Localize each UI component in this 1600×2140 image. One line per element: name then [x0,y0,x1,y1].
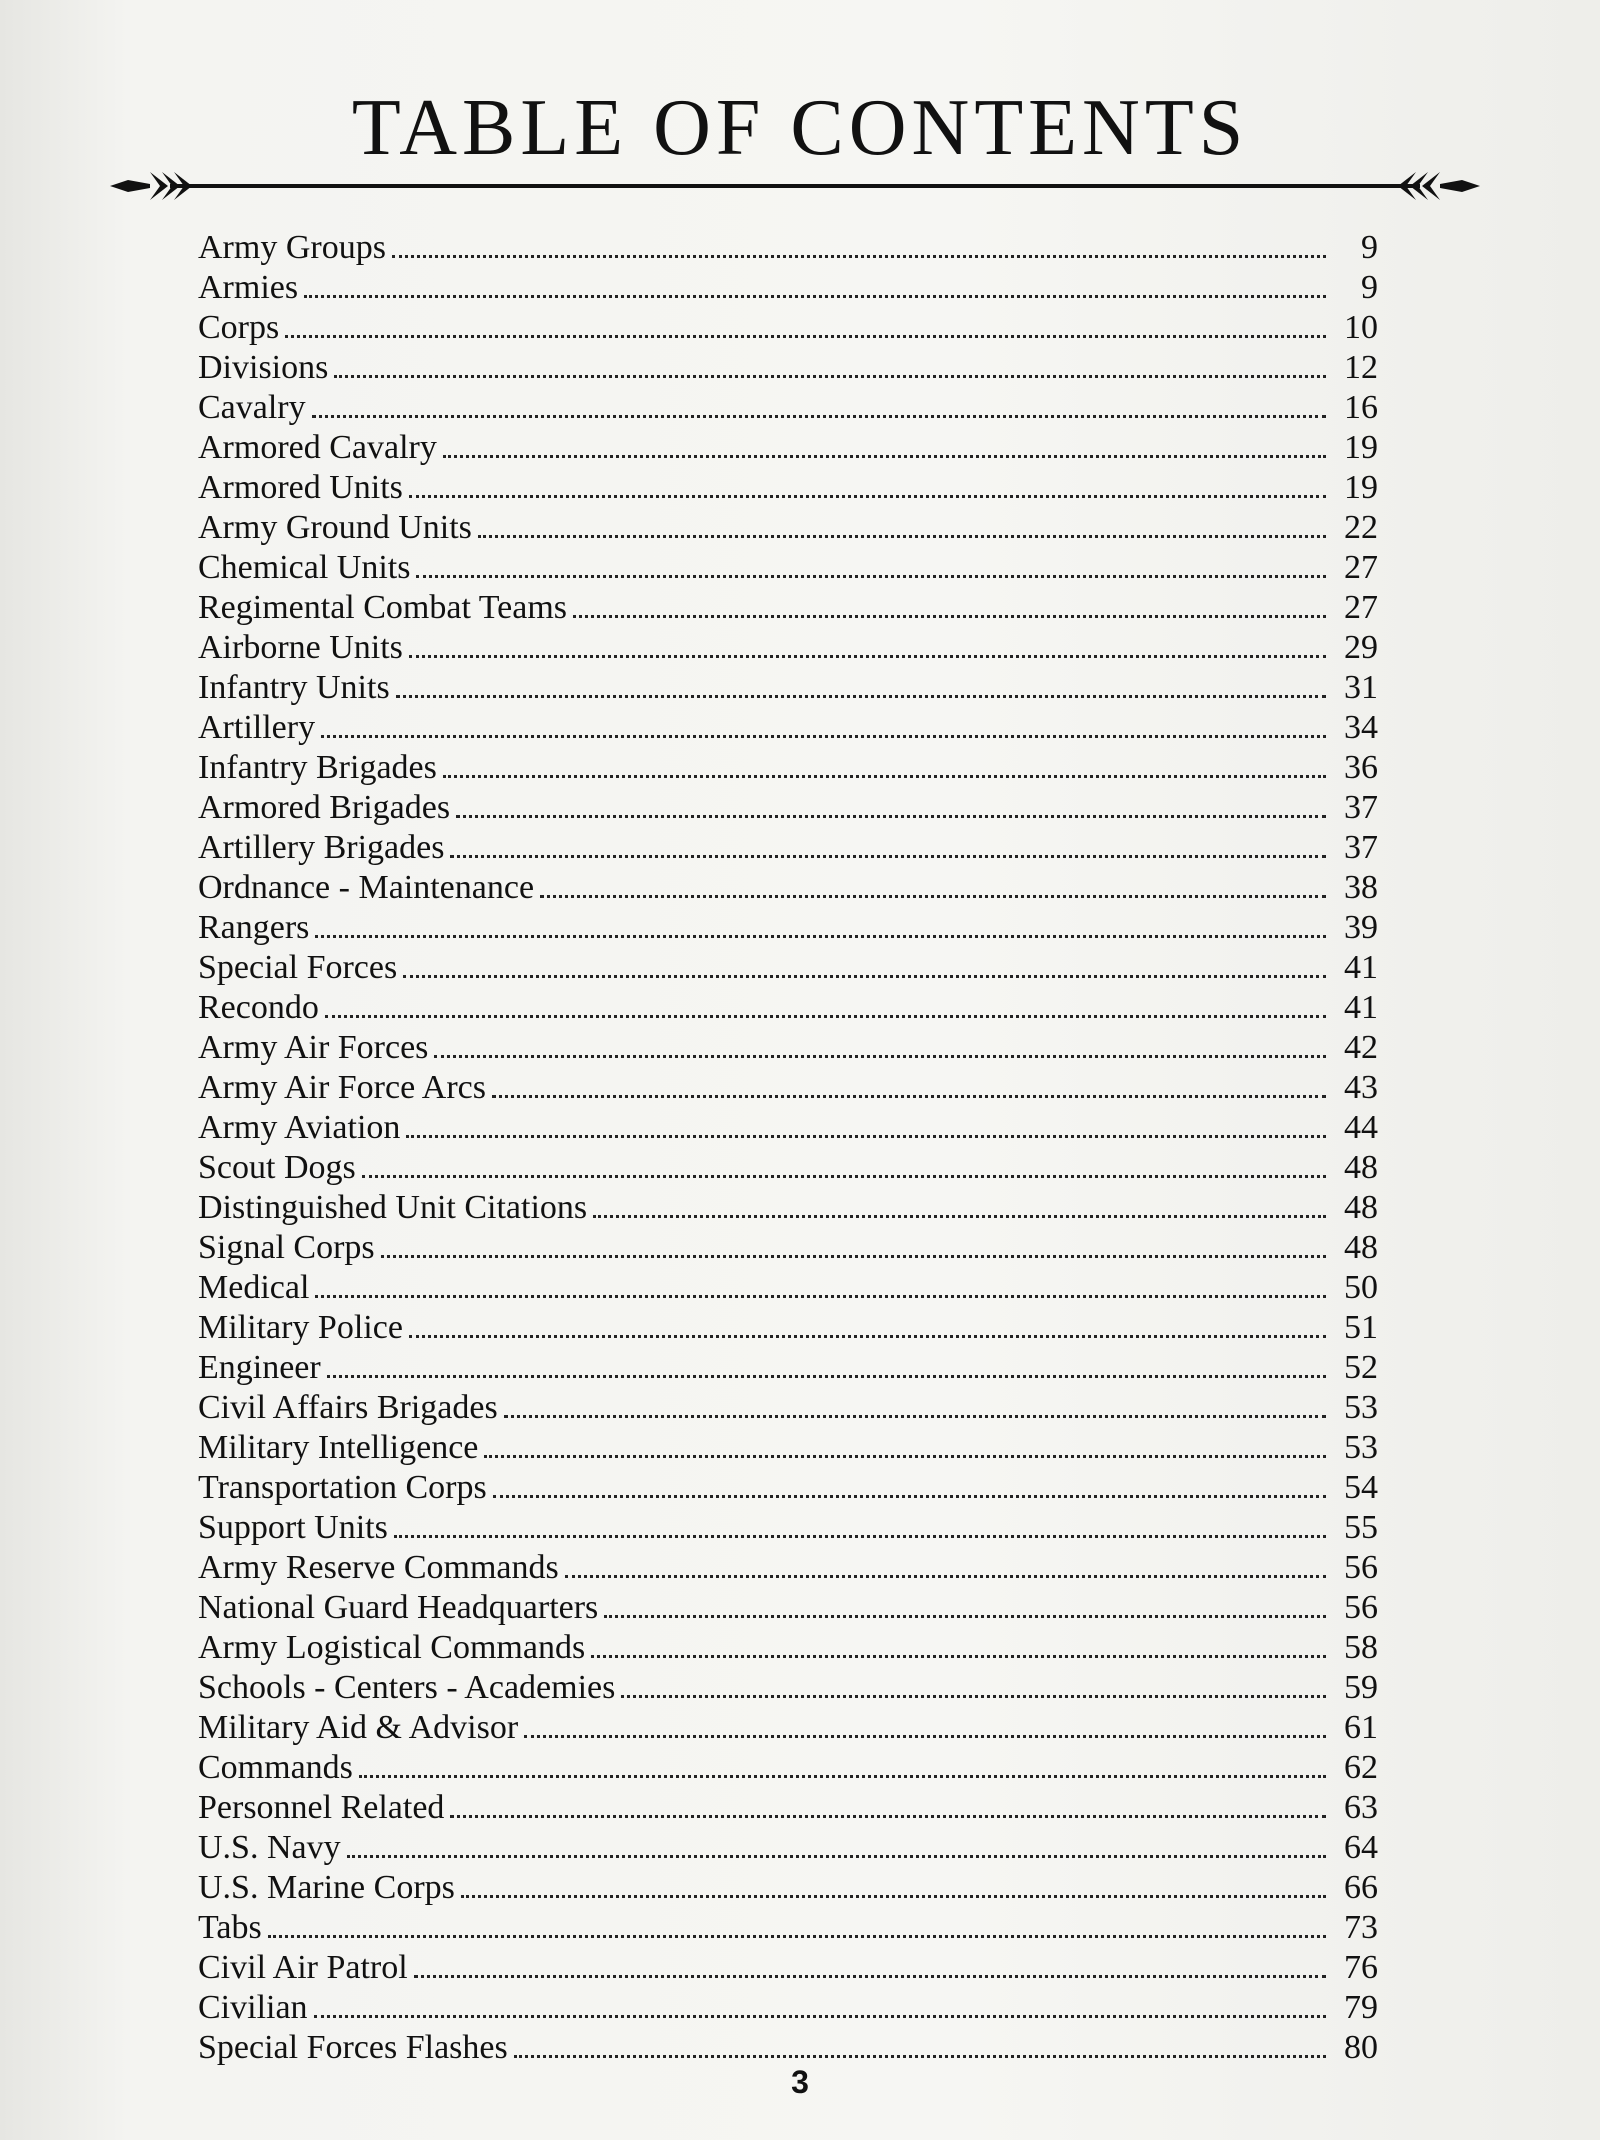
dot-leader [359,1775,1326,1778]
toc-entry [198,1428,1378,1468]
toc-entry-title: Infantry Brigades [198,749,437,786]
toc-entry-page: 27 [1344,589,1378,626]
dot-leader [285,335,1326,338]
toc-entry-page: 38 [1344,869,1378,906]
toc-entry [198,1628,1378,1668]
dot-leader [394,1535,1326,1538]
toc-entry [198,1148,1378,1188]
dot-leader [396,695,1326,698]
toc-entry-page: 52 [1344,1349,1378,1386]
toc-entry-title: Army Reserve Commands [198,1549,559,1586]
dot-leader [493,1495,1326,1498]
toc-entry-page: 48 [1344,1149,1378,1186]
toc-entry-title: Civilian [198,1989,308,2026]
toc-entry-page: 50 [1344,1269,1378,1306]
toc-entry [198,1268,1378,1308]
toc-entry-page: 55 [1344,1509,1378,1546]
toc-entry-title: Special Forces [198,949,398,986]
toc-entry-page: 37 [1344,829,1378,866]
dot-leader [406,1135,1326,1138]
toc-entry-title: Ordnance - Maintenance [198,869,535,906]
dot-leader [414,1975,1326,1978]
toc-entry [198,388,1378,428]
toc-entry [198,468,1378,508]
dot-leader [591,1655,1326,1658]
toc-entry-page: 9 [1361,229,1378,266]
toc-entry [198,828,1378,868]
dot-leader [524,1735,1326,1738]
toc-entry-title: Support Units [198,1509,388,1546]
toc-entry [198,1908,1378,1948]
dot-leader [456,815,1326,818]
dot-leader [381,1255,1326,1258]
dot-leader [450,855,1326,858]
toc-entry [198,1388,1378,1428]
dot-leader [409,495,1326,498]
toc-entry [198,988,1378,1028]
toc-entry-title: Regimental Combat Teams [198,589,568,626]
dot-leader [268,1935,1326,1938]
toc-entry-page: 37 [1344,789,1378,826]
toc-entry-page: 19 [1344,469,1378,506]
dot-leader [403,975,1326,978]
toc-entry-page: 36 [1344,749,1378,786]
toc-entry [198,748,1378,788]
dot-leader [621,1695,1326,1698]
toc-entry-page: 53 [1344,1389,1378,1426]
dot-leader [540,895,1326,898]
toc-entry [198,1748,1378,1788]
toc-entry [198,428,1378,468]
dot-leader [314,2015,1326,2018]
toc-entry-page: 64 [1344,1829,1378,1866]
toc-entry-title: Chemical Units [198,549,411,586]
toc-entry-page: 10 [1344,309,1378,346]
toc-entry-title: Artillery Brigades [198,829,445,866]
decorative-arrow-rule [110,164,1480,208]
dot-leader [565,1575,1326,1578]
toc-entry [198,1468,1378,1508]
toc-entry-title: Recondo [198,989,319,1026]
dot-leader [504,1415,1326,1418]
toc-entry-title: Military Intelligence [198,1429,479,1466]
toc-entry-title: Special Forces Flashes [198,2029,508,2066]
toc-entry [198,1548,1378,1588]
dot-leader [321,735,1326,738]
toc-entry-page: 58 [1344,1629,1378,1666]
toc-entry [198,628,1378,668]
toc-entry [198,1868,1378,1908]
dot-leader [312,415,1326,418]
dot-leader [362,1175,1326,1178]
toc-entry-title: Army Aviation [198,1109,401,1146]
toc-entry [198,348,1378,388]
dot-leader [347,1855,1326,1858]
toc-entry-title: Military Aid & Advisor [198,1709,519,1746]
dot-leader [484,1455,1326,1458]
toc-entry [198,668,1378,708]
dot-leader [514,2055,1326,2058]
dot-leader [434,1055,1326,1058]
toc-entry-page: 59 [1344,1669,1378,1706]
dot-leader [392,255,1326,258]
toc-entry-title: Military Police [198,1309,403,1346]
toc-entry-page: 79 [1344,1989,1378,2026]
toc-entry [198,948,1378,988]
toc-entry-page: 44 [1344,1109,1378,1146]
toc-entry-title: Schools - Centers - Academies [198,1669,616,1706]
toc-entry [198,1788,1378,1828]
dot-leader [443,775,1326,778]
toc-entry-title: National Guard Headquarters [198,1589,599,1626]
dot-leader [604,1615,1326,1618]
toc-entry-page: 48 [1344,1229,1378,1266]
dot-leader [478,535,1326,538]
toc-entry [198,1028,1378,1068]
toc-entry-page: 80 [1344,2029,1378,2066]
dot-leader [492,1095,1326,1098]
toc-entry-title: Corps [198,309,280,346]
toc-entry [198,1588,1378,1628]
toc-entry-title: Armored Units [198,469,403,506]
toc-entry-page: 56 [1344,1549,1378,1586]
toc-entry-title: Armies [198,269,299,306]
toc-entry-title: Cavalry [198,389,306,426]
toc-entry-title: Army Logistical Commands [198,1629,586,1666]
toc-entry [198,308,1378,348]
dot-leader [334,375,1326,378]
dot-leader [461,1895,1326,1898]
toc-entry-title: U.S. Navy [198,1829,341,1866]
toc-entry [198,1948,1378,1988]
dot-leader [315,935,1326,938]
dot-leader [593,1215,1326,1218]
toc-entry-title: Medical [198,1269,310,1306]
toc-entry [198,588,1378,628]
dot-leader [573,615,1326,618]
toc-entry-title: Army Ground Units [198,509,472,546]
toc-entry-page: 53 [1344,1429,1378,1466]
dot-leader [325,1015,1326,1018]
toc-entry-title: Personnel Related [198,1789,445,1826]
toc-entry [198,788,1378,828]
toc-entry [198,1348,1378,1388]
toc-entry [198,1828,1378,1868]
page-number: 3 [791,2064,809,2100]
toc-entry-title: Infantry Units [198,669,390,706]
toc-entry-page: 39 [1344,909,1378,946]
toc-entry-title: Commands [198,1749,353,1786]
toc-entry-title: Civil Air Patrol [198,1949,408,1986]
toc-entry-page: 12 [1344,349,1378,386]
toc-entry [198,1068,1378,1108]
toc-entry [198,708,1378,748]
toc-entry-page: 41 [1344,989,1378,1026]
toc-entry-title: Armored Brigades [198,789,451,826]
toc-entry-page: 19 [1344,429,1378,466]
toc-entry [198,1108,1378,1148]
toc-entry-page: 73 [1344,1909,1378,1946]
toc-entry-title: Airborne Units [198,629,403,666]
toc-entry [198,1708,1378,1748]
toc-entry-page: 43 [1344,1069,1378,1106]
toc-entry-page: 34 [1344,709,1378,746]
page-title: TABLE OF CONTENTS [351,84,1249,172]
toc-entry-title: Armored Cavalry [198,429,437,466]
toc-entry-page: 54 [1344,1469,1378,1506]
toc-entry-page: 61 [1344,1709,1378,1746]
toc-entry-title: Scout Dogs [198,1149,356,1186]
toc-entry-page: 9 [1361,269,1378,306]
toc-entry-title: Signal Corps [198,1229,375,1266]
toc-entry-title: Army Air Forces [198,1029,429,1066]
toc-entry-page: 56 [1344,1589,1378,1626]
toc-entry-page: 27 [1344,549,1378,586]
toc-entry [198,1508,1378,1548]
toc-entry-title: Civil Affairs Brigades [198,1389,498,1426]
toc-entry [198,508,1378,548]
toc-entry [198,1988,1378,2028]
toc-entry [198,268,1378,308]
toc-entry [198,228,1378,268]
toc-entry-page: 41 [1344,949,1378,986]
dot-leader [443,455,1326,458]
toc-entry-page: 76 [1344,1949,1378,1986]
toc-entry [198,2028,1378,2068]
toc-entry-title: Divisions [198,349,329,386]
dot-leader [450,1815,1326,1818]
toc-entry [198,1188,1378,1228]
toc-entry-title: Army Air Force Arcs [198,1069,487,1106]
toc-entry-title: Engineer [198,1349,321,1386]
dot-leader [327,1375,1326,1378]
toc-entry [198,868,1378,908]
toc-entry-page: 62 [1344,1749,1378,1786]
toc-entry-page: 48 [1344,1189,1378,1226]
toc-entry [198,548,1378,588]
toc-entry [198,1308,1378,1348]
toc-entry-title: Army Groups [198,229,386,266]
dot-leader [409,655,1326,658]
dot-leader [304,295,1326,298]
toc-entry-title: Transportation Corps [198,1469,487,1506]
dot-leader [416,575,1326,578]
toc-list [198,228,1378,2068]
dot-leader [315,1295,1326,1298]
toc-entry-page: 66 [1344,1869,1378,1906]
toc-entry-page: 16 [1344,389,1378,426]
toc-entry-page: 51 [1344,1309,1378,1346]
toc-entry-page: 42 [1344,1029,1378,1066]
dot-leader [409,1335,1326,1338]
toc-entry-page: 22 [1344,509,1378,546]
toc-entry-title: U.S. Marine Corps [198,1869,455,1906]
toc-entry-page: 29 [1344,629,1378,666]
toc-entry [198,908,1378,948]
toc-entry-title: Artillery [198,709,316,746]
toc-entry-page: 63 [1344,1789,1378,1826]
toc-entry-title: Rangers [198,909,310,946]
toc-entry [198,1668,1378,1708]
toc-entry-page: 31 [1344,669,1378,706]
toc-entry [198,1228,1378,1268]
toc-entry-title: Tabs [198,1909,262,1946]
toc-entry-title: Distinguished Unit Citations [198,1189,588,1226]
